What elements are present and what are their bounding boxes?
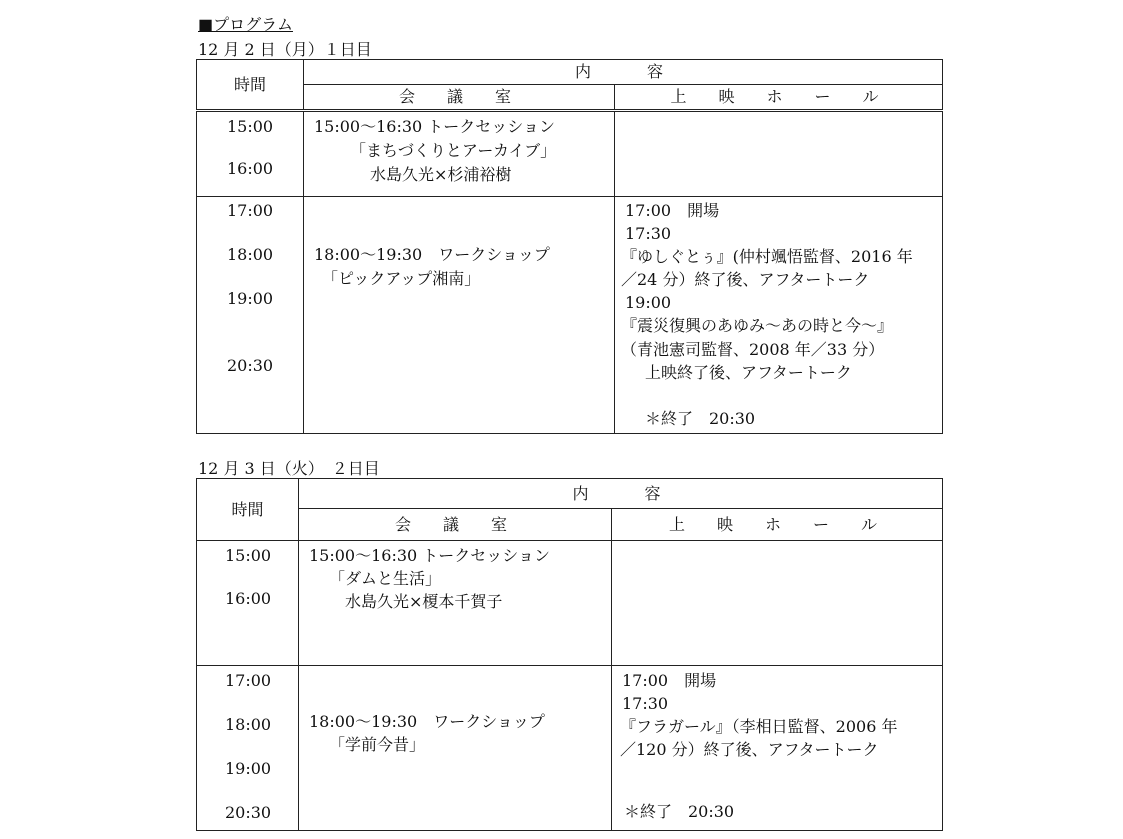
day1-title: 12 月 2 日（月）１日目 [198,40,372,59]
time-label: 16:00 [225,589,272,608]
session-line: 「ダムと生活」 [329,569,442,588]
screening-line: ／24 分）終了後、アフタートーク [621,270,870,289]
day2-room-cell-a [299,541,612,666]
end-time-line: ＊終了 20:30 [645,409,756,428]
time-label: 20:30 [225,803,272,822]
screening-line: 17:30 [625,224,672,243]
end-time-line: ＊終了 20:30 [624,802,735,821]
day2-time-cell-a [197,541,299,666]
screening-line: ／120 分）終了後、アフタートーク [620,740,879,759]
screening-hall-header: 上 映 ホ ー ル [612,509,943,541]
time-label: 15:00 [225,546,272,565]
time-header: 時間 [197,60,304,111]
time-label: 15:00 [227,117,274,136]
day2-hall-cell-a [612,541,943,666]
screening-line: （青池憲司監督、2008 年／33 分） [621,340,885,359]
time-label: 18:00 [227,245,274,264]
screening-line: 『フラガール』（李相日監督、2006 年 [620,717,898,736]
time-label: 18:00 [225,715,272,734]
day2-title: 12 月 3 日（火） ２日目 [198,459,380,478]
meeting-room-header: 会 議 室 [304,85,615,111]
time-label: 20:30 [227,356,274,375]
day1-room-cell-a [304,111,615,197]
screening-line: 上映終了後、アフタートーク [645,363,852,382]
day1-time-cell-b [197,197,304,434]
screening-line: 『震災復興のあゆみ～あの時と今～』 [621,316,894,335]
session-line: 水島久光×杉浦裕樹 [370,165,512,184]
day1-room-cell-b [304,197,615,434]
time-header: 時間 [197,479,299,541]
screening-line: 17:00 開場 [622,671,717,690]
day2-time-cell-b [197,666,299,831]
meeting-room-header: 会 議 室 [299,509,612,541]
content-header: 内 容 [299,479,943,509]
section-title: ■プログラム [198,15,293,34]
screening-line: 17:00 開場 [625,201,720,220]
time-label: 19:00 [227,289,274,308]
day1-hall-cell-b [615,197,943,434]
session-line: 15:00～16:30 トークセッション [314,117,555,136]
session-line: 15:00～16:30 トークセッション [309,546,550,565]
screening-hall-header: 上 映 ホ ー ル [615,85,943,111]
time-label: 17:00 [227,201,274,220]
day2-hall-cell-b [612,666,943,831]
content-header: 内 容 [304,60,943,85]
session-line: 「まちづくりとアーカイブ」 [350,141,557,160]
time-label: 17:00 [225,671,272,690]
session-line: 18:00～19:30 ワークショップ [309,712,545,731]
session-line: 「学前今昔」 [329,735,426,754]
time-label: 16:00 [227,159,274,178]
day2-room-cell-b [299,666,612,831]
session-line: 「ピックアップ湘南」 [322,269,481,288]
session-line: 水島久光×榎本千賀子 [345,592,503,611]
screening-line: 19:00 [625,293,672,312]
day2-schedule-table [196,478,943,831]
day1-hall-cell-a [615,111,943,197]
screening-line: 17:30 [622,694,669,713]
day1-time-cell-a [197,111,304,197]
day1-schedule-table [196,59,943,434]
screening-line: 『ゆしぐとぅ』(仲村颯悟監督、2016 年 [621,247,913,266]
time-label: 19:00 [225,759,272,778]
session-line: 18:00～19:30 ワークショップ [314,245,550,264]
